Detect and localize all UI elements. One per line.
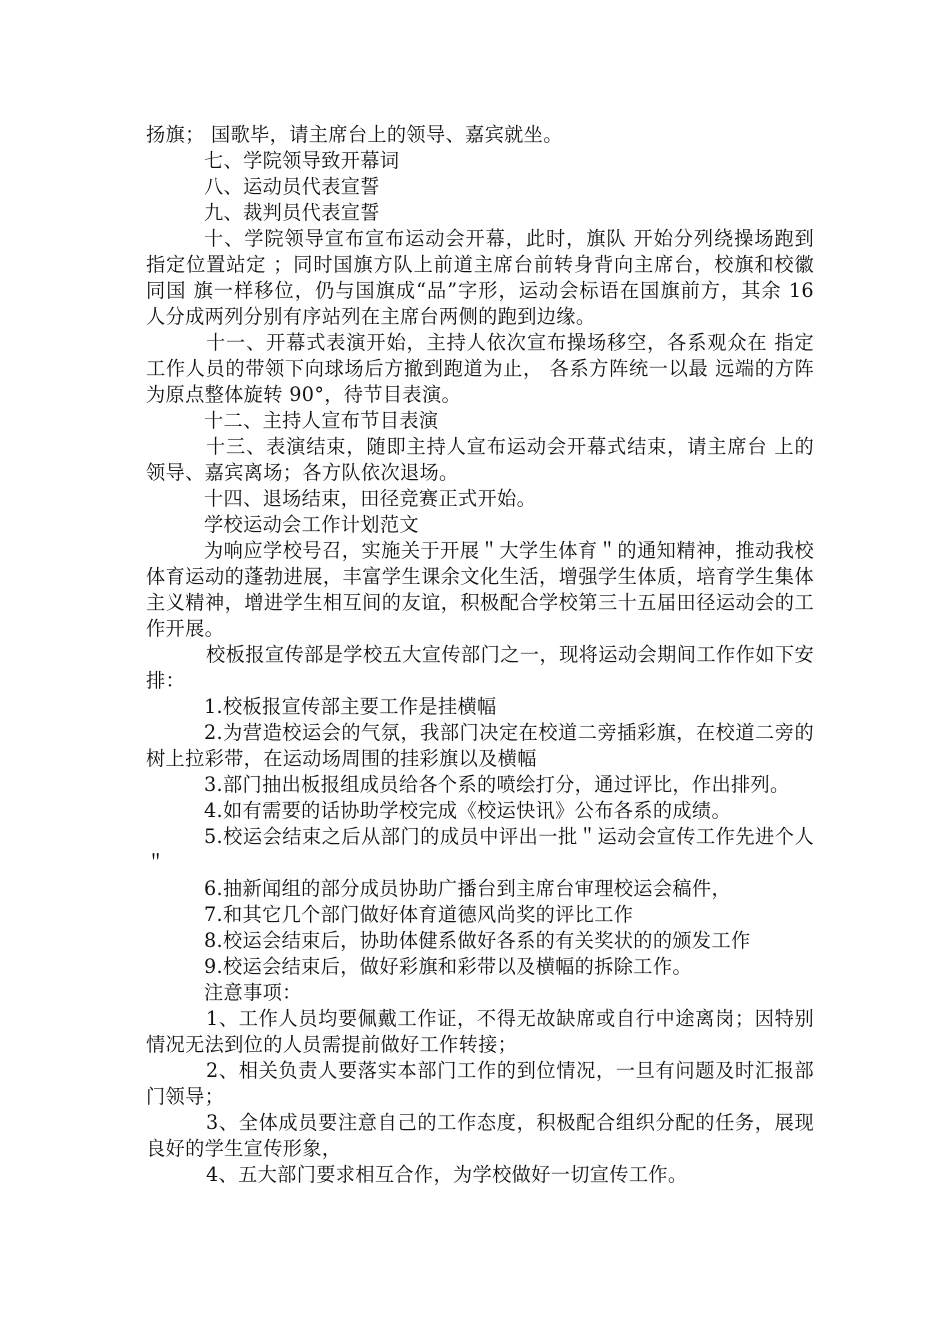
paragraph: 3、全体成员要注意自己的工作态度，积极配合组织分配的任务，展现良好的学生宣传形象， [146, 1111, 814, 1160]
paragraph: 八、运动员代表宣誓 [204, 175, 380, 198]
paragraph: 5.校运会结束之后从部门的成员中评出一批＂运动会宣传工作先进个人＂ [146, 825, 814, 874]
paragraph: 4、五大部门要求相互合作，为学校做好一切宣传工作。 [206, 1163, 688, 1186]
paragraph: 1.校板报宣传部主要工作是挂横幅 [204, 695, 497, 718]
paragraph: 3.部门抽出板报组成员给各个系的喷绘打分，通过评比，作出排列。 [204, 773, 790, 796]
paragraph: 十四、退场结束，田径竞赛正式开始。 [204, 487, 537, 510]
paragraph: 2.为营造校运会的气氛，我部门决定在校道二旁插彩旗，在校道二旁的树上拉彩带，在运动场周围的挂彩旗以及横幅 [146, 721, 814, 770]
paragraph: 学校运动会工作计划范文 [204, 513, 419, 536]
paragraph: 6.抽新闻组的部分成员协助广播台到主席台审理校运会稿件， [204, 877, 731, 900]
paragraph: 十三、表演结束，随即主持人宣布运动会开幕式结束，请主席台 上的领导、嘉宾离场；各方队依次退场。 [146, 435, 814, 484]
paragraph: 8.校运会结束后，协助体健系做好各系的有关奖状的的颁发工作 [204, 929, 751, 952]
paragraph: 为响应学校号召，实施关于开展＂大学生体育＂的通知精神，推动我校体育运动的蓬勃进展，丰富学生课余文化生活，增强学生体质，培育学生集体主义精神，增进学生相互间的友谊，积极配合学校第三十五届田径运动会的工作开展。 [146, 539, 814, 640]
paragraph: 十二、主持人宣布节目表演 [204, 409, 439, 432]
document-body [146, 122, 814, 1188]
paragraph: 校板报宣传部是学校五大宣传部门之一，现将运动会期间工作作如下安排： [146, 643, 814, 692]
paragraph: 注意事项： [204, 981, 302, 1004]
paragraph: 7.和其它几个部门做好体育道德风尚奖的评比工作 [204, 903, 634, 926]
paragraph: 扬旗； 国歌毕，请主席台上的领导、嘉宾就坐。 [146, 123, 563, 146]
paragraph: 4.如有需要的话协助学校完成《校运快讯》公布各系的成绩。 [204, 799, 731, 822]
paragraph: 七、学院领导致开幕词 [204, 149, 400, 172]
paragraph: 9.校运会结束后，做好彩旗和彩带以及横幅的拆除工作。 [204, 955, 692, 978]
paragraph: 十一、开幕式表演开始，主持人依次宣布操场移空，各系观众在 指定工作人员的带领下向球场后方撤到跑道为止， 各系方阵统一以最 远端的方阵为原点整体旋转 90°，待节目表演。 [146, 331, 814, 406]
paragraph: 十、学院领导宣布宣布运动会开幕，此时，旗队 开始分列绕操场跑到指定位置站定 ；同时国旗方队上前道主席台前转身背向主席台，校旗和校徽同国 旗一样移位，仍与国旗成“品”字形，运动会标语在国旗前方，其余 16 人分成两列分别有序站列在主席台两侧的跑到边缘。 [146, 227, 814, 328]
paragraph: 2、相关负责人要落实本部门工作的到位情况，一旦有问题及时汇报部门领导； [146, 1059, 814, 1108]
paragraph: 九、裁判员代表宣誓 [204, 201, 380, 224]
paragraph: 1、工作人员均要佩戴工作证，不得无故缺席或自行中途离岗；因特别情况无法到位的人员需提前做好工作转接； [146, 1007, 814, 1056]
